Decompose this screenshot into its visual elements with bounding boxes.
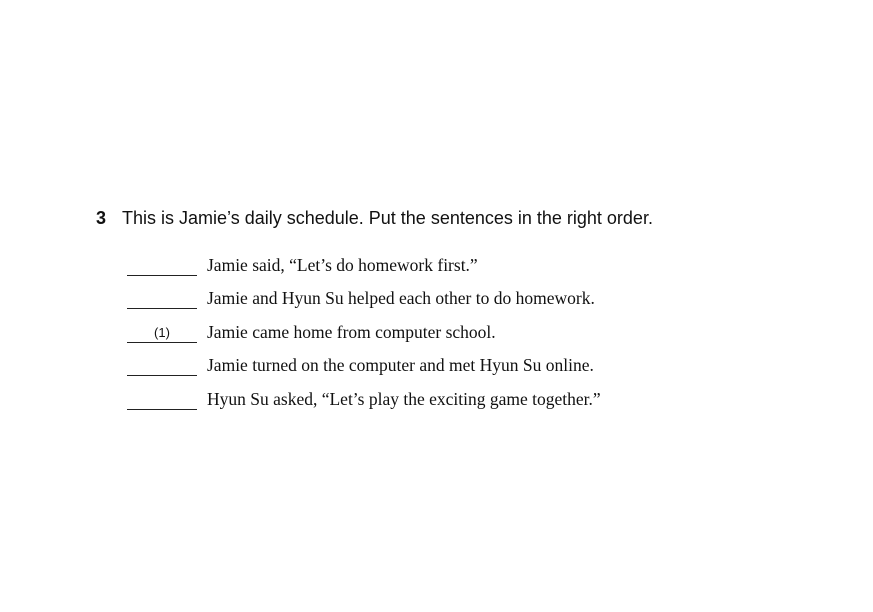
sentence-text: Jamie and Hyun Su helped each other to do homework. (207, 288, 595, 309)
answer-value: (1) (154, 324, 170, 340)
ordering-item (127, 376, 836, 410)
ordering-item (127, 343, 836, 377)
ordering-item (127, 276, 836, 310)
ordering-list (96, 242, 836, 410)
question-number: 3 (96, 208, 107, 228)
sentence-text: Hyun Su asked, “Let’s play the exciting game together.” (207, 388, 601, 409)
answer-blank[interactable] (127, 254, 197, 276)
ordering-item (127, 309, 836, 343)
question-instruction: This is Jamie’s daily schedule. Put the sentences in the right order. (122, 208, 653, 228)
answer-blank[interactable] (127, 287, 197, 309)
answer-blank[interactable] (127, 354, 197, 376)
sentence-text: Jamie said, “Let’s do homework first.” (207, 254, 478, 275)
answer-blank[interactable] (127, 388, 197, 410)
sentence-text: Jamie came home from computer school. (207, 321, 496, 342)
ordering-item (127, 242, 836, 276)
answer-blank[interactable] (127, 321, 197, 343)
question-3 (96, 206, 836, 410)
question-header (96, 206, 836, 230)
sentence-text: Jamie turned on the computer and met Hyun Su online. (207, 355, 594, 376)
